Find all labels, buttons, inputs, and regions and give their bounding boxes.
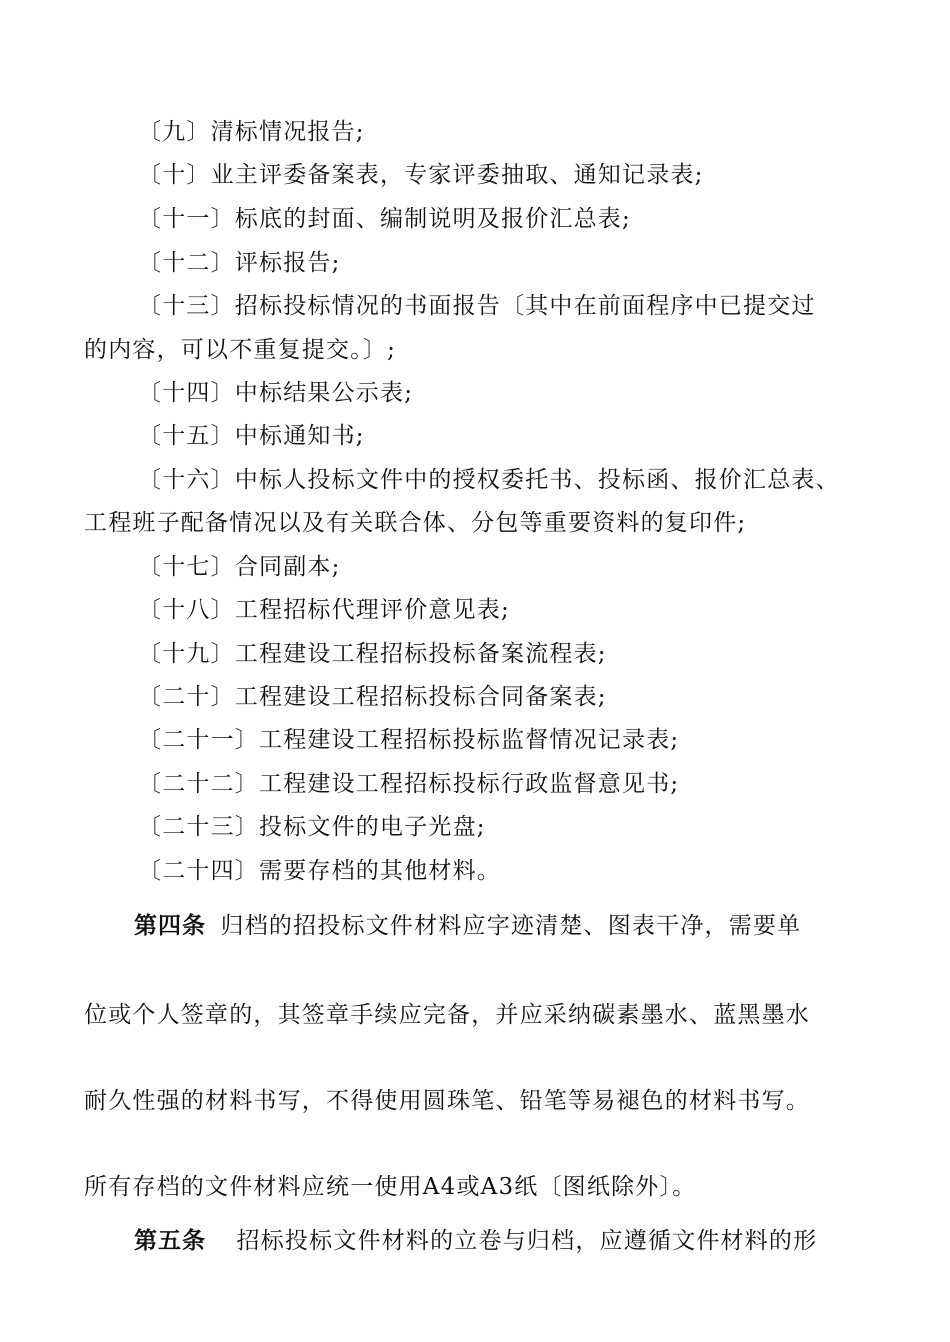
article-4-heading: 第四条 — [134, 913, 206, 939]
article-4-line-4: 所有存档的文件材料应统一使用A4或A3纸〔图纸除外〕。 — [84, 1174, 697, 1200]
list-item-13-continued: 的内容，可以不重复提交。〕; — [84, 337, 397, 363]
list-item-16-continued: 工程班子配备情况以及有关联合体、分包等重要资料的复印件; — [84, 510, 747, 536]
article-4-line-2: 位或个人签章的，其签章手续应完备，并应采纳碳素墨水、蓝黑墨水 — [84, 1002, 810, 1028]
list-item-14: 〔十四〕中标结果公示表; — [138, 380, 414, 406]
list-item-19: 〔十九〕工程建设工程招标投标备案流程表; — [138, 641, 607, 667]
list-item-17: 〔十七〕合同副本; — [138, 554, 341, 580]
list-item-13: 〔十三〕招标投标情况的书面报告〔其中在前面程序中已提交过 — [138, 293, 816, 319]
list-item-10: 〔十〕业主评委备案表，专家评委抽取、通知记录表; — [138, 162, 704, 188]
list-item-15: 〔十五〕中标通知书; — [138, 423, 365, 449]
article-4-line-1: 归档的招投标文件材料应字迹清楚、图表干净，需要单 — [220, 913, 802, 939]
list-item-23: 〔二十三〕投标文件的电子光盘; — [138, 814, 486, 840]
list-item-12: 〔十二〕评标报告; — [138, 250, 341, 276]
list-item-11: 〔十一〕标底的封面、编制说明及报价汇总表; — [138, 206, 631, 232]
list-item-20: 〔二十〕工程建设工程招标投标合同备案表; — [138, 684, 607, 710]
list-item-24: 〔二十四〕需要存档的其他材料。 — [138, 858, 501, 884]
list-item-22: 〔二十二〕工程建设工程招标投标行政监督意见书; — [138, 771, 680, 797]
article-4-paragraph — [134, 911, 801, 941]
list-item-9: 〔九〕清标情况报告; — [138, 119, 365, 145]
article-4-line-3: 耐久性强的材料书写，不得使用圆珠笔、铅笔等易褪色的材料书写。 — [84, 1088, 810, 1114]
list-item-21: 〔二十一〕工程建设工程招标投标监督情况记录表; — [138, 727, 680, 753]
article-5-paragraph — [134, 1226, 817, 1256]
article-5-line-1: 招标投标文件材料的立卷与归档，应遵循文件材料的形 — [236, 1228, 818, 1254]
article-5-heading: 第五条 — [134, 1228, 206, 1254]
list-item-18: 〔十八〕工程招标代理评价意见表; — [138, 597, 510, 623]
list-item-16: 〔十六〕中标人投标文件中的授权委托书、投标函、报价汇总表、 — [138, 467, 840, 493]
